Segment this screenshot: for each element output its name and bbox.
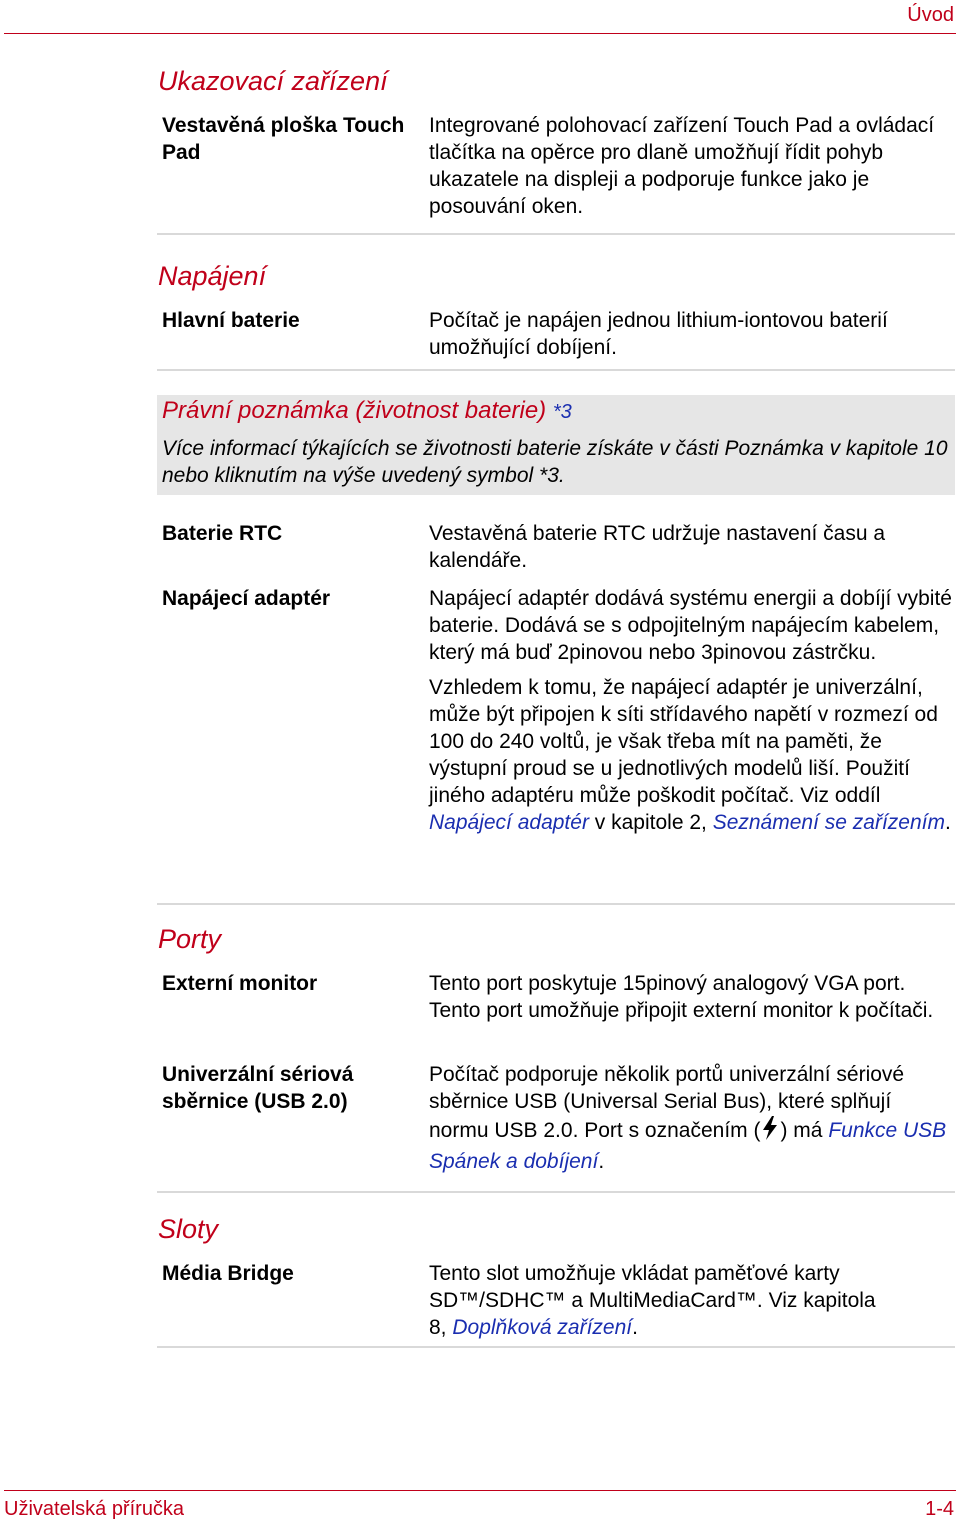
desc-usb — [429, 1061, 954, 1175]
row-divider — [157, 1191, 955, 1193]
desc-ac-adapter-pre: Vzhledem k tomu, že napájecí adaptér je univerzální, může být připojen k síti střídavého napětí v rozmezí od 100 do 240 voltů, je však třeba mít na paměti, že výstupní proud se u jednotlivých modelů liší. Použití jiného adaptéru může poškodit počítač. Viz oddíl — [429, 676, 938, 807]
legal-note-text: Více informací týkajících se životnosti baterie získáte v části Poznámka v kapitole 10 nebo kliknutím na výše uvedený symbol *3. — [162, 437, 948, 487]
header-divider — [4, 33, 956, 34]
desc-media-bridge-end: . — [632, 1316, 638, 1339]
term-ac-adapter: Napájecí adaptér — [162, 587, 331, 610]
desc-external-monitor-text: Tento port poskytuje 15pinový analogový VGA port. Tento port umožňuje připojit externí monitor k počítači. — [429, 972, 934, 1022]
desc-ac-adapter — [429, 585, 954, 836]
legal-note-title-text: Právní poznámka (životnost baterie) — [162, 397, 547, 424]
term-usb: Univerzální sériová sběrnice (USB 2.0) — [162, 1063, 354, 1113]
term-main-battery: Hlavní baterie — [162, 309, 300, 332]
link-usb-sleep-charge[interactable]: Funkce USB Spánek a dobíjení — [429, 1119, 947, 1173]
desc-rtc-battery — [429, 520, 954, 574]
footer-divider — [4, 1490, 956, 1491]
desc-touchpad-text: Integrované polohovací zařízení Touch Pad a ovládací tlačítka na opěrce pro dlaně umožňují řídit pohyb ukazatele na displeji a podporuje funkce jako je posouvání oken. — [429, 114, 935, 218]
section-title-pointing: Ukazovací zařízení — [158, 66, 388, 96]
section-title-ports: Porty — [158, 924, 222, 954]
row-divider — [157, 903, 955, 905]
usb-sleep-charge-icon — [760, 1115, 780, 1148]
section-title-power: Napájení — [158, 261, 267, 291]
link-getting-started[interactable]: Seznámení se zařízením — [712, 811, 945, 834]
desc-main-battery — [429, 307, 954, 361]
section-title-slots: Sloty — [158, 1214, 219, 1244]
footer-manual-title: Uživatelská příručka — [4, 1498, 185, 1520]
desc-rtc-battery-text: Vestavěná baterie RTC udržuje nastavení času a kalendáře. — [429, 522, 886, 572]
legal-note-ref-link[interactable]: *3 — [552, 401, 572, 423]
desc-touchpad — [429, 112, 954, 220]
desc-ac-adapter-text-2 — [429, 674, 954, 836]
desc-media-bridge-text — [429, 1260, 889, 1341]
desc-main-battery-text: Počítač je napájen jednou lithium-iontovou baterií umožňující dobíjení. — [429, 309, 888, 359]
link-ac-adapter[interactable]: Napájecí adaptér — [429, 811, 589, 834]
link-optional-devices[interactable]: Doplňková zařízení — [452, 1316, 633, 1339]
legal-note-title — [162, 397, 572, 425]
desc-usb-mid: ) má — [780, 1119, 829, 1142]
desc-usb-text — [429, 1061, 954, 1175]
term-external-monitor: Externí monitor — [162, 972, 318, 995]
desc-media-bridge-pre: Tento slot umožňuje vkládat paměťové karty SD™/SDHC™ a MultiMediaCard™. Viz kapitola 8, — [429, 1262, 876, 1339]
footer-page-number: 1-4 — [925, 1498, 954, 1520]
row-divider — [157, 233, 955, 235]
desc-media-bridge — [429, 1260, 889, 1341]
row-divider — [157, 1346, 955, 1348]
desc-usb-end: . — [598, 1150, 605, 1173]
term-media-bridge: Média Bridge — [162, 1262, 294, 1285]
page-header-title: Úvod — [907, 4, 954, 26]
desc-external-monitor — [429, 970, 954, 1024]
term-rtc-battery: Baterie RTC — [162, 522, 283, 545]
term-touchpad: Vestavěná ploška Touch Pad — [162, 114, 405, 164]
row-divider — [157, 369, 955, 371]
desc-ac-adapter-text-1: Napájecí adaptér dodává systému energii a dobíjí vybité baterie. Dodává se s odpojitelným napájecím kabelem, který má buď 2pinovou nebo 3pinovou zástrčku. — [429, 587, 952, 664]
desc-usb-pre: Počítač podporuje několik portů univerzální sériové sběrnice USB (Universal Serial Bus), které splňují normu USB 2.0. Port s označením ( — [429, 1063, 905, 1142]
desc-ac-adapter-end: . — [944, 811, 951, 834]
desc-ac-adapter-mid: v kapitole 2, — [588, 811, 713, 834]
